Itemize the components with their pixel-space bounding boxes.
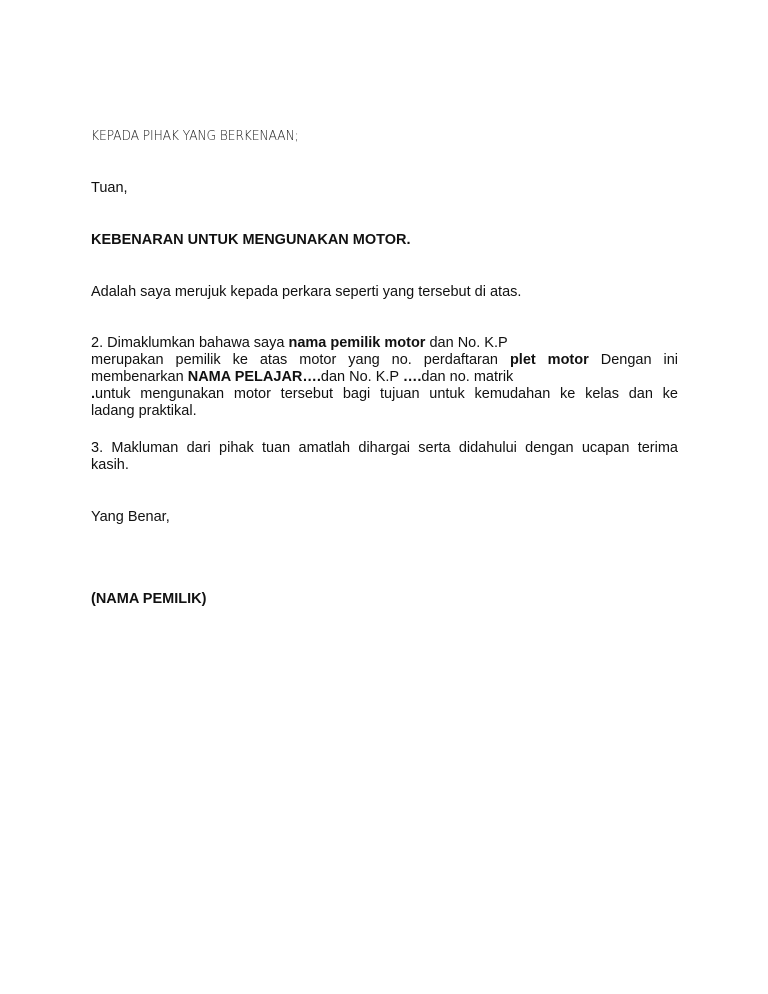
owner-name-placeholder: nama pemilik motor [288, 335, 426, 351]
greeting: Tuan, [91, 180, 128, 196]
paragraph-2-line-2 [91, 352, 678, 369]
paragraph-2-line-5: ladang praktikal. [91, 403, 197, 419]
closing-line: Yang Benar, [91, 509, 170, 525]
subject-heading: KEBENARAN UNTUK MENGUNAKAN MOTOR. [91, 232, 411, 248]
paragraph-2 [91, 335, 678, 420]
text-segment: dan No. K.P [425, 335, 508, 351]
text-segment: 2. Dimaklumkan bahawa saya [91, 335, 289, 351]
paragraph-2-line-3 [91, 369, 678, 386]
paragraph-2-line-1 [91, 335, 678, 352]
text-segment: dan No. K.P [320, 369, 403, 385]
intro-paragraph: Adalah saya merujuk kepada perkara seperti yang tersebut di atas. [91, 284, 522, 300]
paragraph-3-line-2: kasih. [91, 457, 129, 473]
ic-placeholder: …. [402, 369, 422, 385]
student-name-placeholder: NAMA PELAJAR…. [187, 369, 321, 385]
text-segment: membenarkan [91, 369, 188, 385]
text-segment: merupakan pemilik ke atas motor yang no. perdaftaran [91, 352, 510, 368]
recipient-line: KEPADA PIHAK YANG BERKENAAN; [91, 128, 299, 144]
text-segment: untuk mengunakan motor tersebut bagi tujuan untuk kemudahan ke kelas dan ke [95, 386, 678, 402]
text-segment: dan no. matrik [421, 369, 514, 385]
paragraph-3-line-1: 3. Makluman dari pihak tuan amatlah dihargai serta didahului dengan ucapan terima [91, 440, 678, 456]
plate-placeholder: plet motor [509, 352, 589, 368]
signature-name: (NAMA PEMILIK) [91, 591, 207, 607]
paragraph-2-line-4 [91, 386, 678, 403]
text-segment: Dengan ini [588, 352, 678, 368]
paragraph-3 [91, 440, 678, 474]
matric-placeholder: . [91, 386, 96, 402]
